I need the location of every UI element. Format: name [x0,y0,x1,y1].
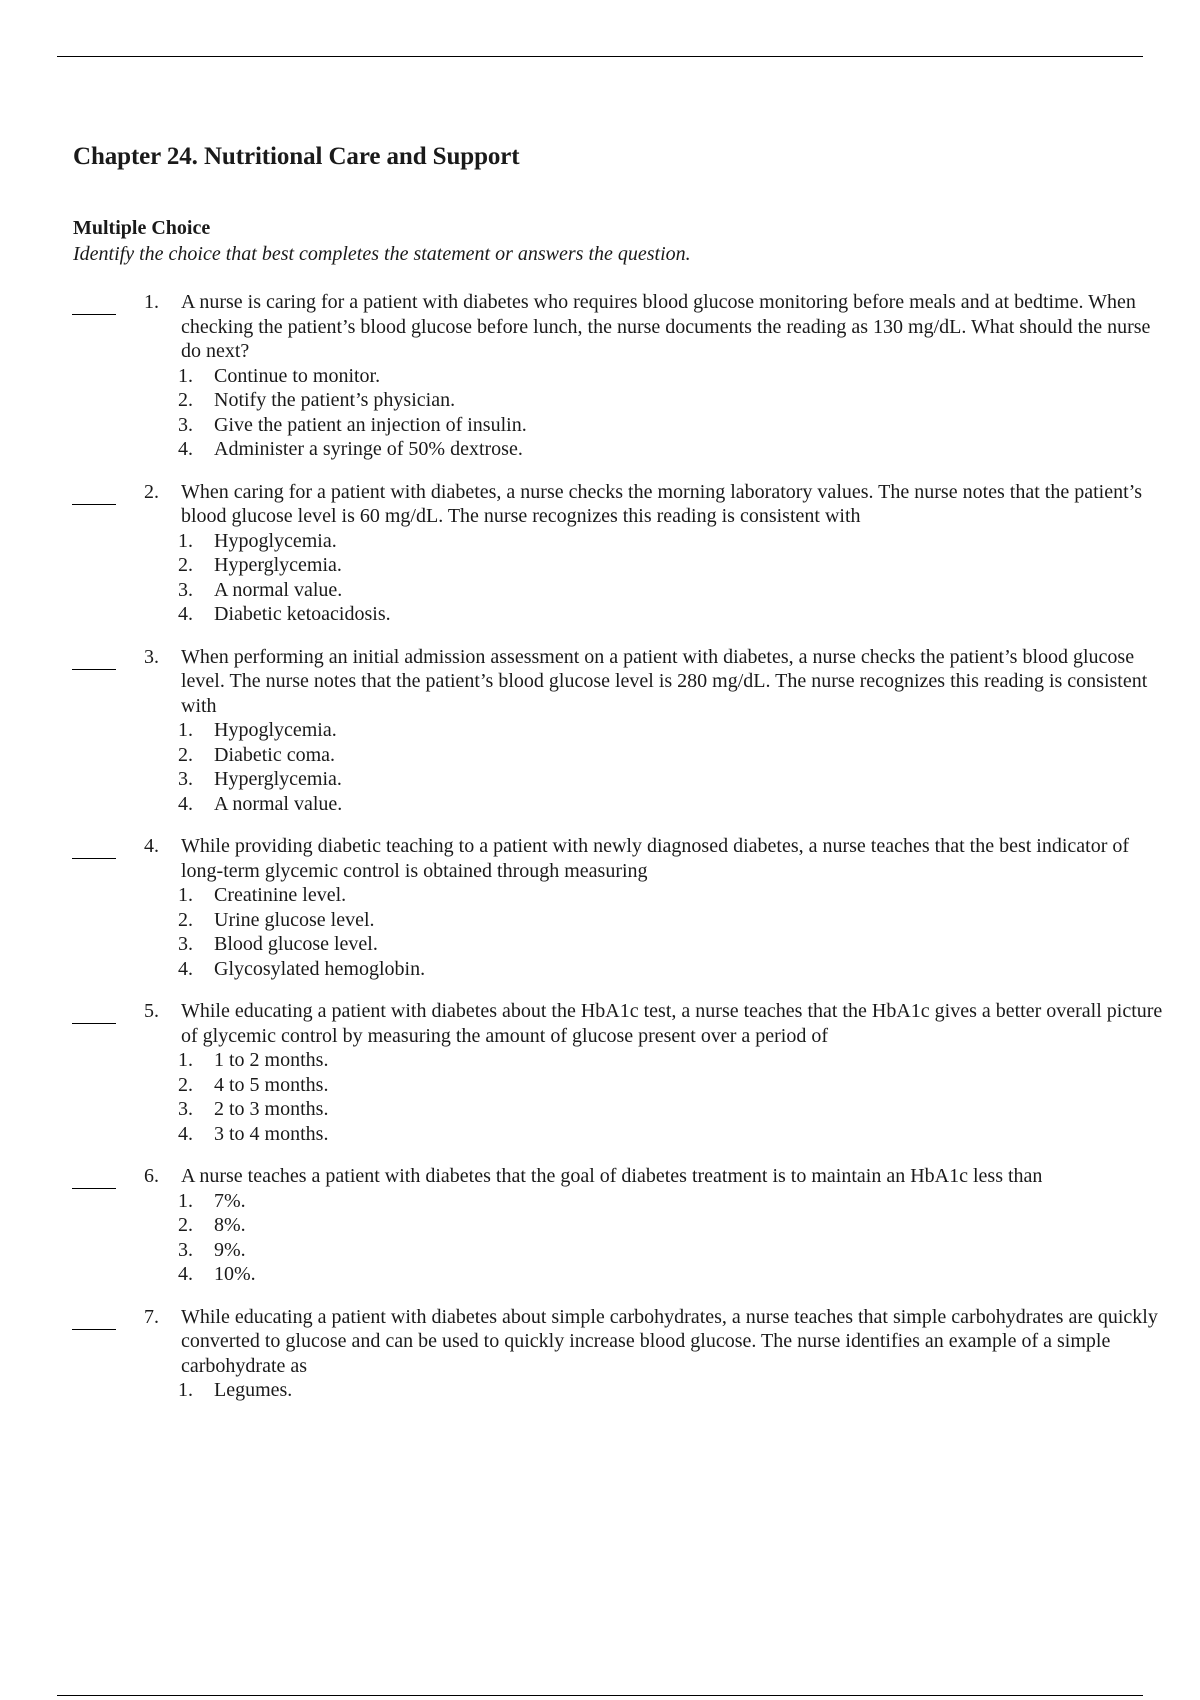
question-stem: When performing an initial admission assessment on a patient with diabetes, a nurse checks the patient’s blood glucose level. The nurse notes that the patient’s blood glucose level is 280 mg/dL. The nurse recognizes this reading is consistent with [181,645,1148,717]
choice-number: 4. [178,1263,193,1285]
answer-choice [0,437,1200,462]
choice-text: Diabetic ketoacidosis. [214,603,391,625]
choice-text: Give the patient an injection of insulin. [214,413,527,436]
top-rule [57,56,1143,57]
choice-list [0,1378,1200,1403]
answer-choice [0,1048,1200,1073]
answer-choice [0,602,1200,627]
answer-choice [0,529,1200,554]
answer-choice [0,364,1200,389]
choice-number: 4. [178,957,193,980]
choice-number: 3. [178,933,193,955]
choice-text: Administer a syringe of 50% dextrose. [214,438,523,460]
choice-list [0,1048,1200,1146]
choice-number: 2. [178,1214,193,1236]
question-number: 7. [144,1305,159,1328]
answer-choice [0,767,1200,792]
choice-text: Urine glucose level. [214,908,375,931]
page-title: Chapter 24. Nutritional Care and Support [73,143,520,170]
answer-choice [0,1097,1200,1122]
question-item [0,1305,1200,1403]
choice-text: Hyperglycemia. [214,554,342,576]
choice-list [0,529,1200,627]
instructions: Identify the choice that best completes the statement or answers the question. [73,243,691,265]
choice-number: 2. [178,1073,193,1096]
choice-text: Diabetic coma. [214,743,336,766]
answer-choice [0,1238,1200,1263]
question-stem: A nurse is caring for a patient with diabetes who requires blood glucose monitoring before meals and at bedtime. When checking the patient’s blood glucose before lunch, the nurse documents the reading as 130 mg/dL. What should the nurse do next? [181,291,1151,362]
choice-text: 8%. [214,1214,246,1236]
answer-choice [0,957,1200,982]
question-number: 6. [144,1165,159,1187]
choice-text: 9%. [214,1238,246,1261]
choice-text: A normal value. [214,578,343,601]
question-stem: While educating a patient with diabetes about the HbA1c test, a nurse teaches that the HbA1c gives a better overall picture of glycemic control by measuring the amount of glucose present over a period of [181,1000,1163,1047]
choice-list [0,364,1200,462]
answer-blank[interactable] [72,669,116,670]
choice-number: 1. [178,884,193,906]
answer-choice [0,1213,1200,1238]
choice-text: Notify the patient’s physician. [214,389,456,411]
question-item [0,290,1200,462]
choice-text: 2 to 3 months. [214,1098,329,1120]
choice-number: 2. [178,554,193,576]
answer-choice [0,908,1200,933]
answer-choice [0,578,1200,603]
choice-number: 2. [178,389,193,411]
answer-blank[interactable] [72,314,116,315]
choice-text: 10%. [214,1263,256,1285]
choice-text: Legumes. [214,1379,293,1401]
question-number: 2. [144,480,159,503]
answer-choice [0,1073,1200,1098]
answer-blank[interactable] [72,858,116,859]
answer-blank[interactable] [72,1023,116,1024]
question-item [0,999,1200,1146]
choice-number: 3. [178,1098,193,1120]
answer-choice [0,1378,1200,1403]
choice-list [0,718,1200,816]
question-number: 4. [144,835,159,857]
choice-number: 4. [178,1122,193,1145]
choice-number: 4. [178,603,193,625]
choice-number: 3. [178,413,193,436]
answer-choice [0,1122,1200,1147]
choice-text: Glycosylated hemoglobin. [214,957,426,980]
answer-choice [0,413,1200,438]
section-heading: Multiple Choice [73,217,211,239]
answer-choice [0,743,1200,768]
answer-choice [0,883,1200,908]
answer-choice [0,1262,1200,1287]
question-item [0,834,1200,981]
question-item [0,645,1200,817]
choice-text: 7%. [214,1189,246,1212]
choice-list [0,883,1200,981]
choice-text: Hypoglycemia. [214,529,337,552]
choice-number: 2. [178,908,193,931]
choice-text: 3 to 4 months. [214,1122,329,1145]
choice-number: 1. [178,364,193,387]
choice-number: 4. [178,792,193,815]
choice-number: 3. [178,1238,193,1261]
choice-text: A normal value. [214,792,343,815]
answer-choice [0,718,1200,743]
question-number: 5. [144,1000,159,1022]
choice-text: 4 to 5 months. [214,1073,329,1096]
question-item [0,1164,1200,1287]
question-number: 1. [144,291,159,313]
answer-choice [0,792,1200,817]
bottom-rule [57,1695,1143,1696]
answer-blank[interactable] [72,1329,116,1330]
question-number: 3. [144,645,159,668]
question-item [0,480,1200,627]
choice-text: Blood glucose level. [214,933,378,955]
answer-blank[interactable] [72,504,116,505]
question-stem: A nurse teaches a patient with diabetes that the goal of diabetes treatment is to maintain an HbA1c less than [181,1165,1043,1187]
choice-text: Hyperglycemia. [214,768,342,790]
question-stem: When caring for a patient with diabetes, a nurse checks the morning laboratory values. The nurse notes that the patient’s blood glucose level is 60 mg/dL. The nurse recognizes this reading is consistent with [181,480,1142,527]
question-stem: While educating a patient with diabetes about simple carbohydrates, a nurse teaches that simple carbohydrates are quickly converted to glucose and can be used to quickly increase blood glucose. The nurse identifies an example of a simple carbohydrate as [181,1305,1158,1377]
choice-text: 1 to 2 months. [214,1049,329,1071]
choice-number: 1. [178,1049,193,1071]
choice-text: Continue to monitor. [214,364,381,387]
choice-text: Creatinine level. [214,884,347,906]
choice-number: 1. [178,1379,193,1401]
choice-number: 2. [178,743,193,766]
choice-number: 3. [178,768,193,790]
choice-number: 1. [178,1189,193,1212]
question-stem: While providing diabetic teaching to a patient with newly diagnosed diabetes, a nurse teaches that the best indicator of long-term glycemic control is obtained through measuring [181,835,1130,882]
answer-choice [0,1189,1200,1214]
question-list [0,290,1200,1421]
choice-number: 1. [178,719,193,741]
choice-number: 3. [178,578,193,601]
answer-choice [0,388,1200,413]
choice-number: 4. [178,438,193,460]
choice-text: Hypoglycemia. [214,719,337,741]
choice-number: 1. [178,529,193,552]
answer-choice [0,553,1200,578]
choice-list [0,1189,1200,1287]
answer-choice [0,932,1200,957]
